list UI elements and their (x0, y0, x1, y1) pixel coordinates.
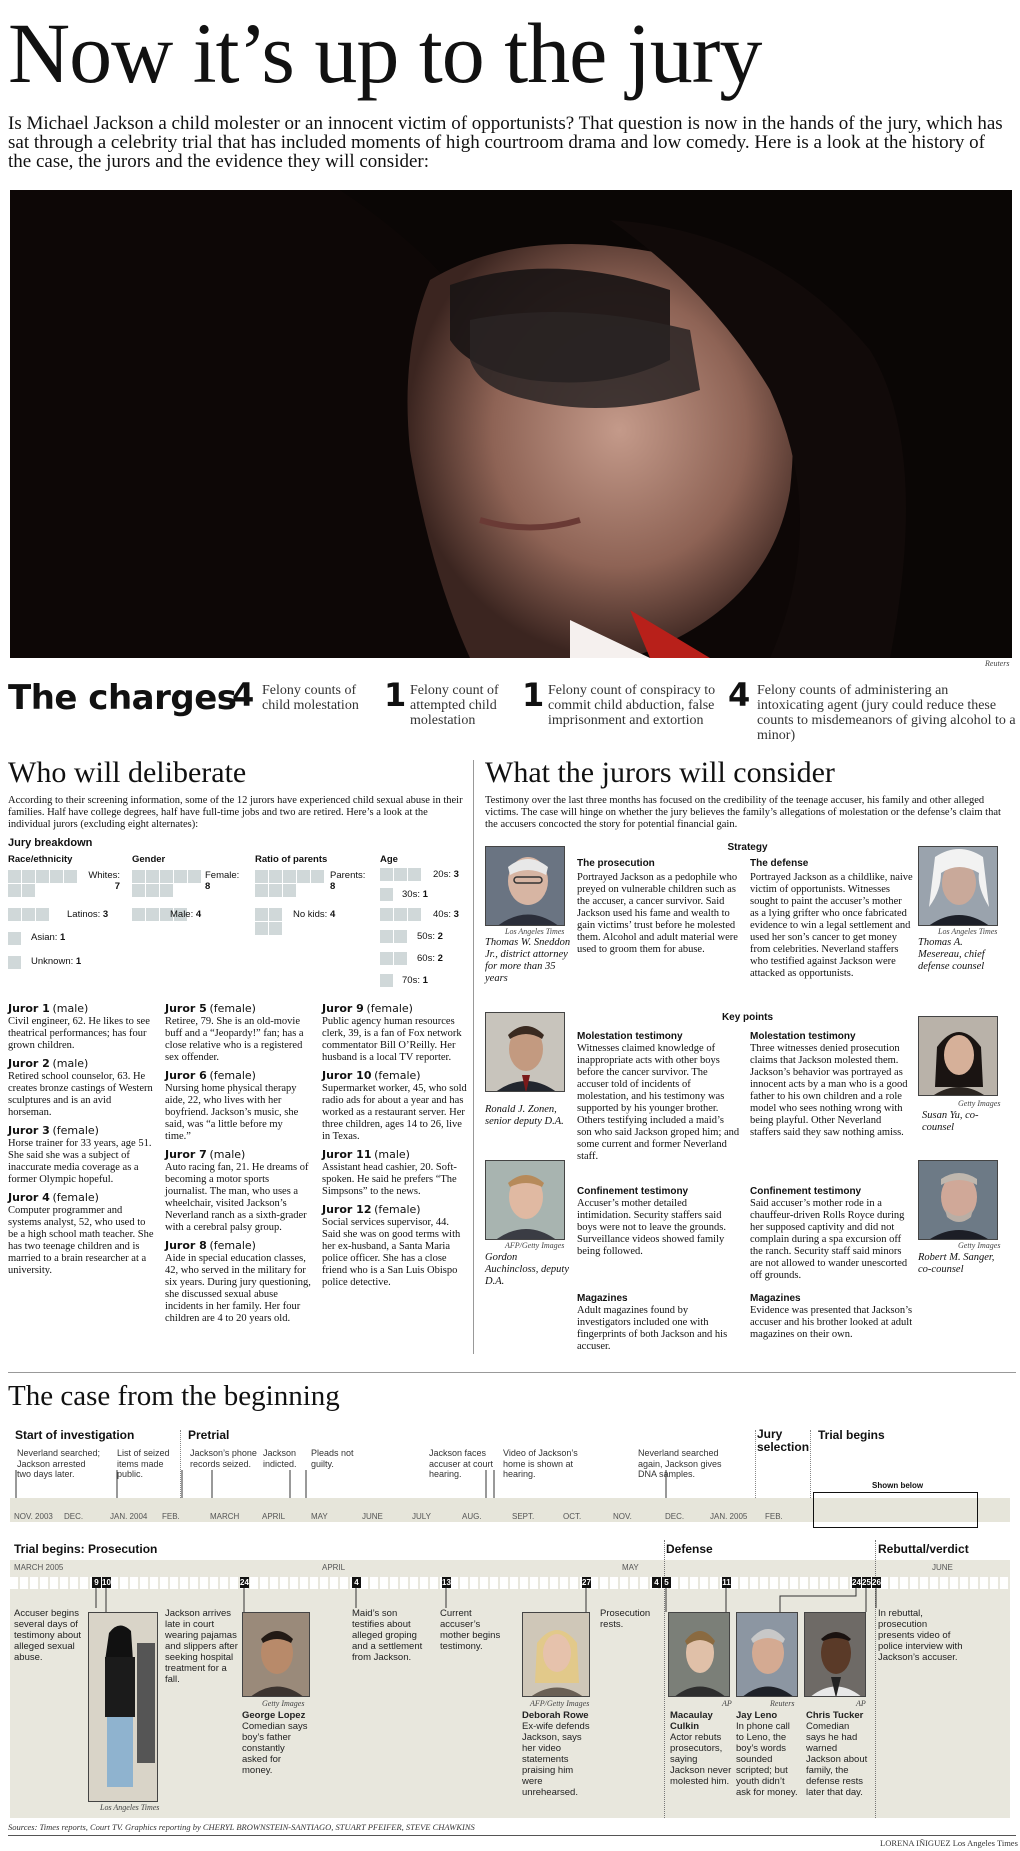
event-label: Pleads not guilty. (311, 1448, 354, 1469)
auchincloss-caption: Gordon Auchincloss, deputy D.A. (485, 1252, 569, 1287)
trial-person: Macaulay Culkin Actor rebuts prosecutors, saying Jackson never molested him. (670, 1710, 732, 1787)
event-label: Jackson indicted. (263, 1448, 297, 1469)
juror-entry: Juror 8 (female) Aide in special education classes, 42, who served in the military for six years. During jury questioning, she discussed sexual abuse incidents in her family. Her four children are 4 to 20 years old. (165, 1239, 311, 1324)
month-label: SEPT. (512, 1512, 535, 1521)
month-label: APRIL (262, 1512, 286, 1521)
prosecution-label: The prosecution (577, 858, 655, 869)
hero-photo (10, 190, 1012, 658)
day-marker: 26 (872, 1578, 881, 1587)
whites-boxes (8, 870, 83, 898)
portrait-icon (919, 847, 998, 926)
jury-breakdown-title: Jury breakdown (8, 837, 93, 849)
mesereau-photo (918, 846, 998, 926)
age-70s-boxes (380, 974, 394, 988)
day-marker: 9 (92, 1577, 101, 1588)
portrait-icon (919, 1161, 998, 1240)
prosecution-confine-label: Confinement testimony (577, 1186, 689, 1197)
photo-credit: Los Angeles Times (505, 927, 565, 936)
trial-person: George Lopez Comedian says boy’s father constantly asked for money. (242, 1710, 308, 1776)
hero-portrait-illustration (10, 190, 1012, 658)
charge-text: Felony count of attempted child molestation (410, 683, 499, 728)
prosecution-text: Portrayed Jackson as a pedophile who preyed on vulnerable children such as the accuser, a cancer survivor. Said Jackson used his fame and wealth to gain victims’ trust before he molested them. Alcohol and adult material were used to groom them for abuse. (577, 872, 738, 955)
day-marker: 5 (662, 1577, 671, 1588)
juror-column-3 (322, 1003, 468, 1289)
event-label: Jackson’s phone records seized. (190, 1448, 257, 1469)
race-label: Race/ethnicity (8, 854, 73, 865)
consider-title: What the jurors will consider (485, 756, 835, 789)
jackson-photo-illustration (89, 1613, 158, 1802)
deliberate-intro: According to their screening information, some of the 12 jurors have experienced child sexual abuse in their families. Half have college degrees, half have full-time jobs and two are retired. Here’s a look at the individual jurors (excluding eight alternates): (8, 795, 463, 830)
age-30s-boxes (380, 888, 394, 902)
age-20s: 20s: 3 (433, 869, 459, 880)
charges-title: The charges (8, 678, 237, 718)
trial-month: MAY (622, 1563, 639, 1572)
parents-label: Ratio of parents (255, 854, 328, 865)
photo-credit: Reuters (770, 1699, 795, 1708)
charge-text: Felony counts of child molestation (262, 683, 359, 713)
photo-credit: AP (722, 1699, 732, 1708)
photo-credit: AFP/Getty Images (505, 1241, 565, 1250)
defense-phase-label: Defense (666, 1542, 713, 1556)
age-label: Age (380, 854, 398, 865)
photo-credit: AP (856, 1699, 866, 1708)
month-label: DEC. (665, 1512, 685, 1521)
charge-number: 1 (522, 676, 545, 714)
juror-entry: Juror 9 (female) Public agency human resources clerk, 39, is a fan of Fox network commentator Bill O’Reilly. Her husband is a local TV reporter. (322, 1002, 462, 1063)
photo-credit: Getty Images (958, 1099, 1001, 1108)
portrait-icon (486, 1013, 565, 1092)
age-50s-boxes (380, 930, 410, 944)
month-label: JAN. 2005 (710, 1512, 748, 1521)
female-boxes (132, 870, 207, 898)
event-label: Jackson faces accuser at court hearing. (429, 1448, 494, 1479)
day-marker: 13 (442, 1578, 451, 1587)
trial-person: Jay Leno In phone call to Leno, the boy’s words sounded scripted; but youth didn’t ask for money. (736, 1710, 798, 1798)
event-label: Neverland searched again, Jackson gives DNA samples. (638, 1448, 722, 1479)
photo-credit: AFP/Getty Images (530, 1699, 590, 1708)
headline: Now it’s up to the jury (8, 5, 762, 101)
mesereau-caption: Thomas A. Mesereau, chief defense counsel (918, 937, 985, 972)
parents-value: Parents: 8 (330, 870, 366, 892)
yu-photo (918, 1016, 998, 1096)
month-label: JULY (412, 1512, 431, 1521)
age-50s: 50s: 2 (417, 931, 443, 942)
jackson-pajamas-photo (88, 1612, 158, 1802)
sneddon-photo (485, 846, 565, 926)
defense-magazines-label: Magazines (750, 1293, 801, 1304)
age-70s: 70s: 1 (402, 975, 428, 986)
charge-text: Felony counts of administering an intoxicating agent (jury could reduce these counts to misdemeanors of giving alcohol to a minor) (757, 683, 1016, 743)
prosecution-confine-text: Accuser’s mother detailed intimidation. Security staffers said boys were not to leave the grounds. Surveillance videos showed family being followed. (577, 1198, 727, 1257)
start-investigation-label: Start of investigation (15, 1428, 135, 1442)
sanger-photo (918, 1160, 998, 1240)
prosecution-magazines-text: Adult magazines found by investigators included one with fingerprints of both Jackson and his accuser. (577, 1305, 728, 1352)
photo-credit: Getty Images (958, 1241, 1001, 1250)
race-unknown: Unknown: 1 (31, 956, 82, 967)
jay-leno-photo (736, 1612, 798, 1697)
section-rule (8, 1372, 1016, 1373)
jury-selection-label: Jury selection (757, 1427, 810, 1454)
day-marker: 4 (652, 1577, 661, 1588)
sneddon-caption: Thomas W. Sneddon Jr., district attorney for more than 35 years (485, 937, 571, 984)
juror-entry: Juror 4 (female) Computer programmer and systems analyst, 52, who used to be a high school math teacher. She has two teenage children and is married to a brain researcher at a university. (8, 1191, 154, 1276)
day-marker: 4 (352, 1577, 361, 1588)
timeline-title: The case from the beginning (8, 1380, 340, 1412)
defense-magazines-text: Evidence was presented that Jackson’s accuser and his brother looked at adult magazines on their own. (750, 1305, 913, 1340)
column-divider (473, 760, 474, 1354)
age-20s-boxes (380, 868, 430, 882)
portrait-icon (805, 1613, 866, 1697)
macaulay-culkin-photo (668, 1612, 730, 1697)
sanger-caption: Robert M. Sanger, co-counsel (918, 1252, 995, 1275)
month-label: NOV. (613, 1512, 632, 1521)
month-label: JAN. 2004 (110, 1512, 148, 1521)
zonen-photo (485, 1012, 565, 1092)
defense-molest-label: Molestation testimony (750, 1031, 856, 1042)
day-marker: 24 (852, 1578, 861, 1587)
photo-credit: Getty Images (262, 1699, 305, 1708)
trial-month: APRIL (322, 1563, 346, 1572)
charge-number: 1 (384, 676, 407, 714)
race-whites: Whites: 7 (88, 870, 120, 892)
juror-entry: Juror 3 (female) Horse trainer for 33 years, age 51. She said she was a subject of inaccurate media coverage as a former Olympic hopeful. (8, 1124, 152, 1185)
age-40s-boxes (380, 908, 430, 922)
race-asian: Asian: 1 (31, 932, 66, 943)
portrait-icon (919, 1017, 998, 1096)
portrait-icon (243, 1613, 310, 1697)
age-30s: 30s: 1 (402, 889, 428, 900)
race-latinos: Latinos: 3 (67, 909, 109, 920)
month-label: JUNE (362, 1512, 383, 1521)
day-marker: 27 (582, 1578, 591, 1587)
age-60s-boxes (380, 952, 410, 966)
month-label: FEB. (765, 1512, 783, 1521)
trial-event-rests: Prosecution rests. (600, 1608, 651, 1630)
parents-boxes (255, 870, 330, 898)
month-label: DEC. (64, 1512, 84, 1521)
charge-text: Felony count of conspiracy to commit child abduction, false imprisonment and extortion (548, 683, 716, 728)
consider-intro: Testimony over the last three months has focused on the credibility of the teenage accuser, his family and other alleged victims. The case will hinge on whether the jury believes the family’s allegations of molestation or the defense’s claim that the accusers concocted the story for potential financial gain. (485, 795, 1001, 830)
defense-molest-text: Three witnesses denied prosecution claims that Jackson molested them. Jackson’s behavior was portrayed as innocent acts by a man who is a good father to his own children and a role model who sees nothing wrong with being playful. Other Neverland staffers said they saw nothing amiss. (750, 1043, 908, 1138)
event-label: Video of Jackson’s home is shown at hearing. (503, 1448, 578, 1479)
trial-month: MARCH 2005 (14, 1563, 64, 1572)
day-marker: 11 (722, 1578, 731, 1587)
portrait-icon (669, 1613, 730, 1697)
trial-begins-label: Trial begins (818, 1428, 885, 1442)
sources-line: Sources: Times reports, Court TV. Graphics reporting by CHERYL BROWNSTEIN-SANTIAGO, STUART PFEIFER, STEVE CHAWKINS (8, 1822, 475, 1832)
defense-label: The defense (750, 858, 809, 869)
trial-event-rebuttal: In rebuttal, prosecution presents video of police interview with Jackson’s accuser. (878, 1608, 963, 1663)
juror-entry: Juror 1 (male) Civil engineer, 62. He likes to see theatrical performances; has four grown children. (8, 1002, 150, 1051)
juror-entry: Juror 2 (male) Retired school counselor, 63. He creates bronze castings of Western sculptures and is an avid horseman. (8, 1057, 153, 1118)
gender-label: Gender (132, 854, 166, 865)
day-marker: 10 (102, 1578, 111, 1587)
asian-boxes (8, 932, 22, 946)
defense-confine-label: Confinement testimony (750, 1186, 862, 1197)
auchincloss-photo (485, 1160, 565, 1240)
prosecution-phase-label: Trial begins: Prosecution (14, 1542, 158, 1556)
zonen-caption: Ronald J. Zonen, senior deputy D.A. (485, 1104, 564, 1127)
parents-nokids: No kids: 4 (293, 909, 336, 920)
prosecution-molest-text: Witnesses claimed knowledge of inappropriate acts with other boys before the cancer survivor. The accuser told of incidents of molestation, and his testimony was supported by his younger brother. Others testifying included a maid’s son who said Jackson groped him; and some current and former Neverland staff. (577, 1043, 740, 1162)
gender-male: Male: 4 (170, 909, 202, 920)
portrait-icon (737, 1613, 798, 1697)
george-lopez-photo (242, 1612, 310, 1697)
charge-number: 4 (728, 676, 751, 714)
photo-credit: Los Angeles Times (938, 927, 998, 936)
defense-text: Portrayed Jackson as a childlike, naive victim of opportunists. Witnesses sought to paint the accuser’s mother as a lying grifter who once fabricated evidence to win a legal settlement and used her son’s cancer to get money from celebrities. Neverland staffers who testified against Jackson were attacked as opportunists. (750, 872, 913, 979)
footer-rule (8, 1835, 1016, 1836)
trial-event-accuser: Accuser begins several days of testimony about alleged sexual abuse. (14, 1608, 82, 1663)
trial-person: Chris Tucker Comedian says he had warned Jackson about family, the defense rests later that day. (806, 1710, 868, 1798)
age-60s: 60s: 2 (417, 953, 443, 964)
month-label: MAY (311, 1512, 328, 1521)
byline: LORENA IÑIGUEZ Los Angeles Times (880, 1838, 1018, 1848)
juror-column-1 (8, 1003, 154, 1277)
trial-event-jackson-late: Jackson arrives late in court wearing pajamas and slippers after seeking hospital treatment for a fall. (165, 1608, 238, 1685)
juror-column-2 (165, 1003, 311, 1325)
juror-entry: Juror 6 (female) Nursing home physical therapy aide, 22, who lives with her boyfriend. Jackson’s music, she said, was “a little before my time.” (165, 1069, 299, 1142)
trial-event-maid: Maid’s son testifies about alleged groping and a settlement from Jackson. (352, 1608, 423, 1663)
juror-entry: Juror 7 (male) Auto racing fan, 21. He dreams of becoming a motor sports journalist. The man, who uses a wheelchair, visited Jackson’s Neverland ranch as a sixth-grader with a cerebral palsy group. (165, 1148, 309, 1233)
deliberate-title: Who will deliberate (8, 756, 247, 789)
portrait-icon (486, 847, 565, 926)
keypoints-label: Key points (721, 1012, 774, 1023)
trial-event-mother: Current accuser’s mother begins testimony. (440, 1608, 501, 1652)
month-label: MARCH (210, 1512, 240, 1521)
charge-number: 4 (232, 676, 255, 714)
yu-caption: Susan Yu, co-counsel (922, 1110, 979, 1133)
juror-entry: Juror 5 (female) Retiree, 79. She is an old-movie buff and a “Jeopardy!” fan; has a close relative who is a registered sex offender. (165, 1002, 304, 1063)
rebuttal-phase-label: Rebuttal/verdict (878, 1542, 969, 1556)
shown-below-label: Shown below (872, 1481, 924, 1490)
juror-entry: Juror 10 (female) Supermarket worker, 45, who sold radio ads for about a year and has worked as a restaurant server. Her three children, ages 14 to 26, live in Texas. (322, 1069, 467, 1142)
gender-female: Female: 8 (205, 870, 240, 892)
event-label: Neverland searched; Jackson arrested two days later. (17, 1448, 101, 1479)
strategy-label: Strategy (727, 842, 768, 853)
age-40s: 40s: 3 (433, 909, 459, 920)
nokids-boxes (255, 908, 285, 936)
hero-photo-credit: Reuters (985, 659, 1010, 668)
month-label: OCT. (563, 1512, 582, 1521)
day-marker: 24 (240, 1578, 249, 1587)
shown-below-box (813, 1492, 978, 1528)
defense-confine-text: Said accuser’s mother rode in a chauffeur-driven Rolls Royce during her supposed captivity and did not complain during a spa excursion off the ranch. Security staff said minors are not allowed to wander unescorted off grounds. (750, 1198, 908, 1281)
month-label: AUG. (462, 1512, 482, 1521)
portrait-icon (486, 1161, 565, 1240)
portrait-icon (523, 1613, 590, 1697)
month-label: FEB. (162, 1512, 180, 1521)
trial-person: Deborah Rowe Ex-wife defends Jackson, says her video statements praising him were unrehearsed. (522, 1710, 590, 1798)
month-label: NOV. 2003 (14, 1512, 53, 1521)
prosecution-molest-label: Molestation testimony (577, 1031, 683, 1042)
latinos-boxes (8, 908, 68, 922)
intro-paragraph: Is Michael Jackson a child molester or an innocent victim of opportunists? That question is now in the hands of the jury, which has sat through a celebrity trial that has included moments of high courtroom drama and low comedy. Here is a look at the history of the case, the jurors and the evidence they will consider: (8, 113, 1003, 172)
chris-tucker-photo (804, 1612, 866, 1697)
photo-credit: Los Angeles Times (100, 1803, 160, 1812)
juror-entry: Juror 12 (female) Social services supervisor, 44. Said she was on good terms with her ex-husband, a Santa Maria police officer. She has a close friend who is a San Luis Obispo police detective. (322, 1203, 461, 1288)
deborah-rowe-photo (522, 1612, 590, 1697)
juror-entry: Juror 11 (male) Assistant head cashier, 20. Soft-spoken. He said he prefers “The Simpsons” to the news. (322, 1148, 457, 1197)
prosecution-magazines-label: Magazines (577, 1293, 628, 1304)
pretrial-label: Pretrial (188, 1428, 230, 1442)
event-label: List of seized items made public. (117, 1448, 170, 1479)
trial-month: JUNE (932, 1563, 953, 1572)
unknown-boxes (8, 956, 22, 970)
day-marker: 25 (862, 1578, 871, 1587)
